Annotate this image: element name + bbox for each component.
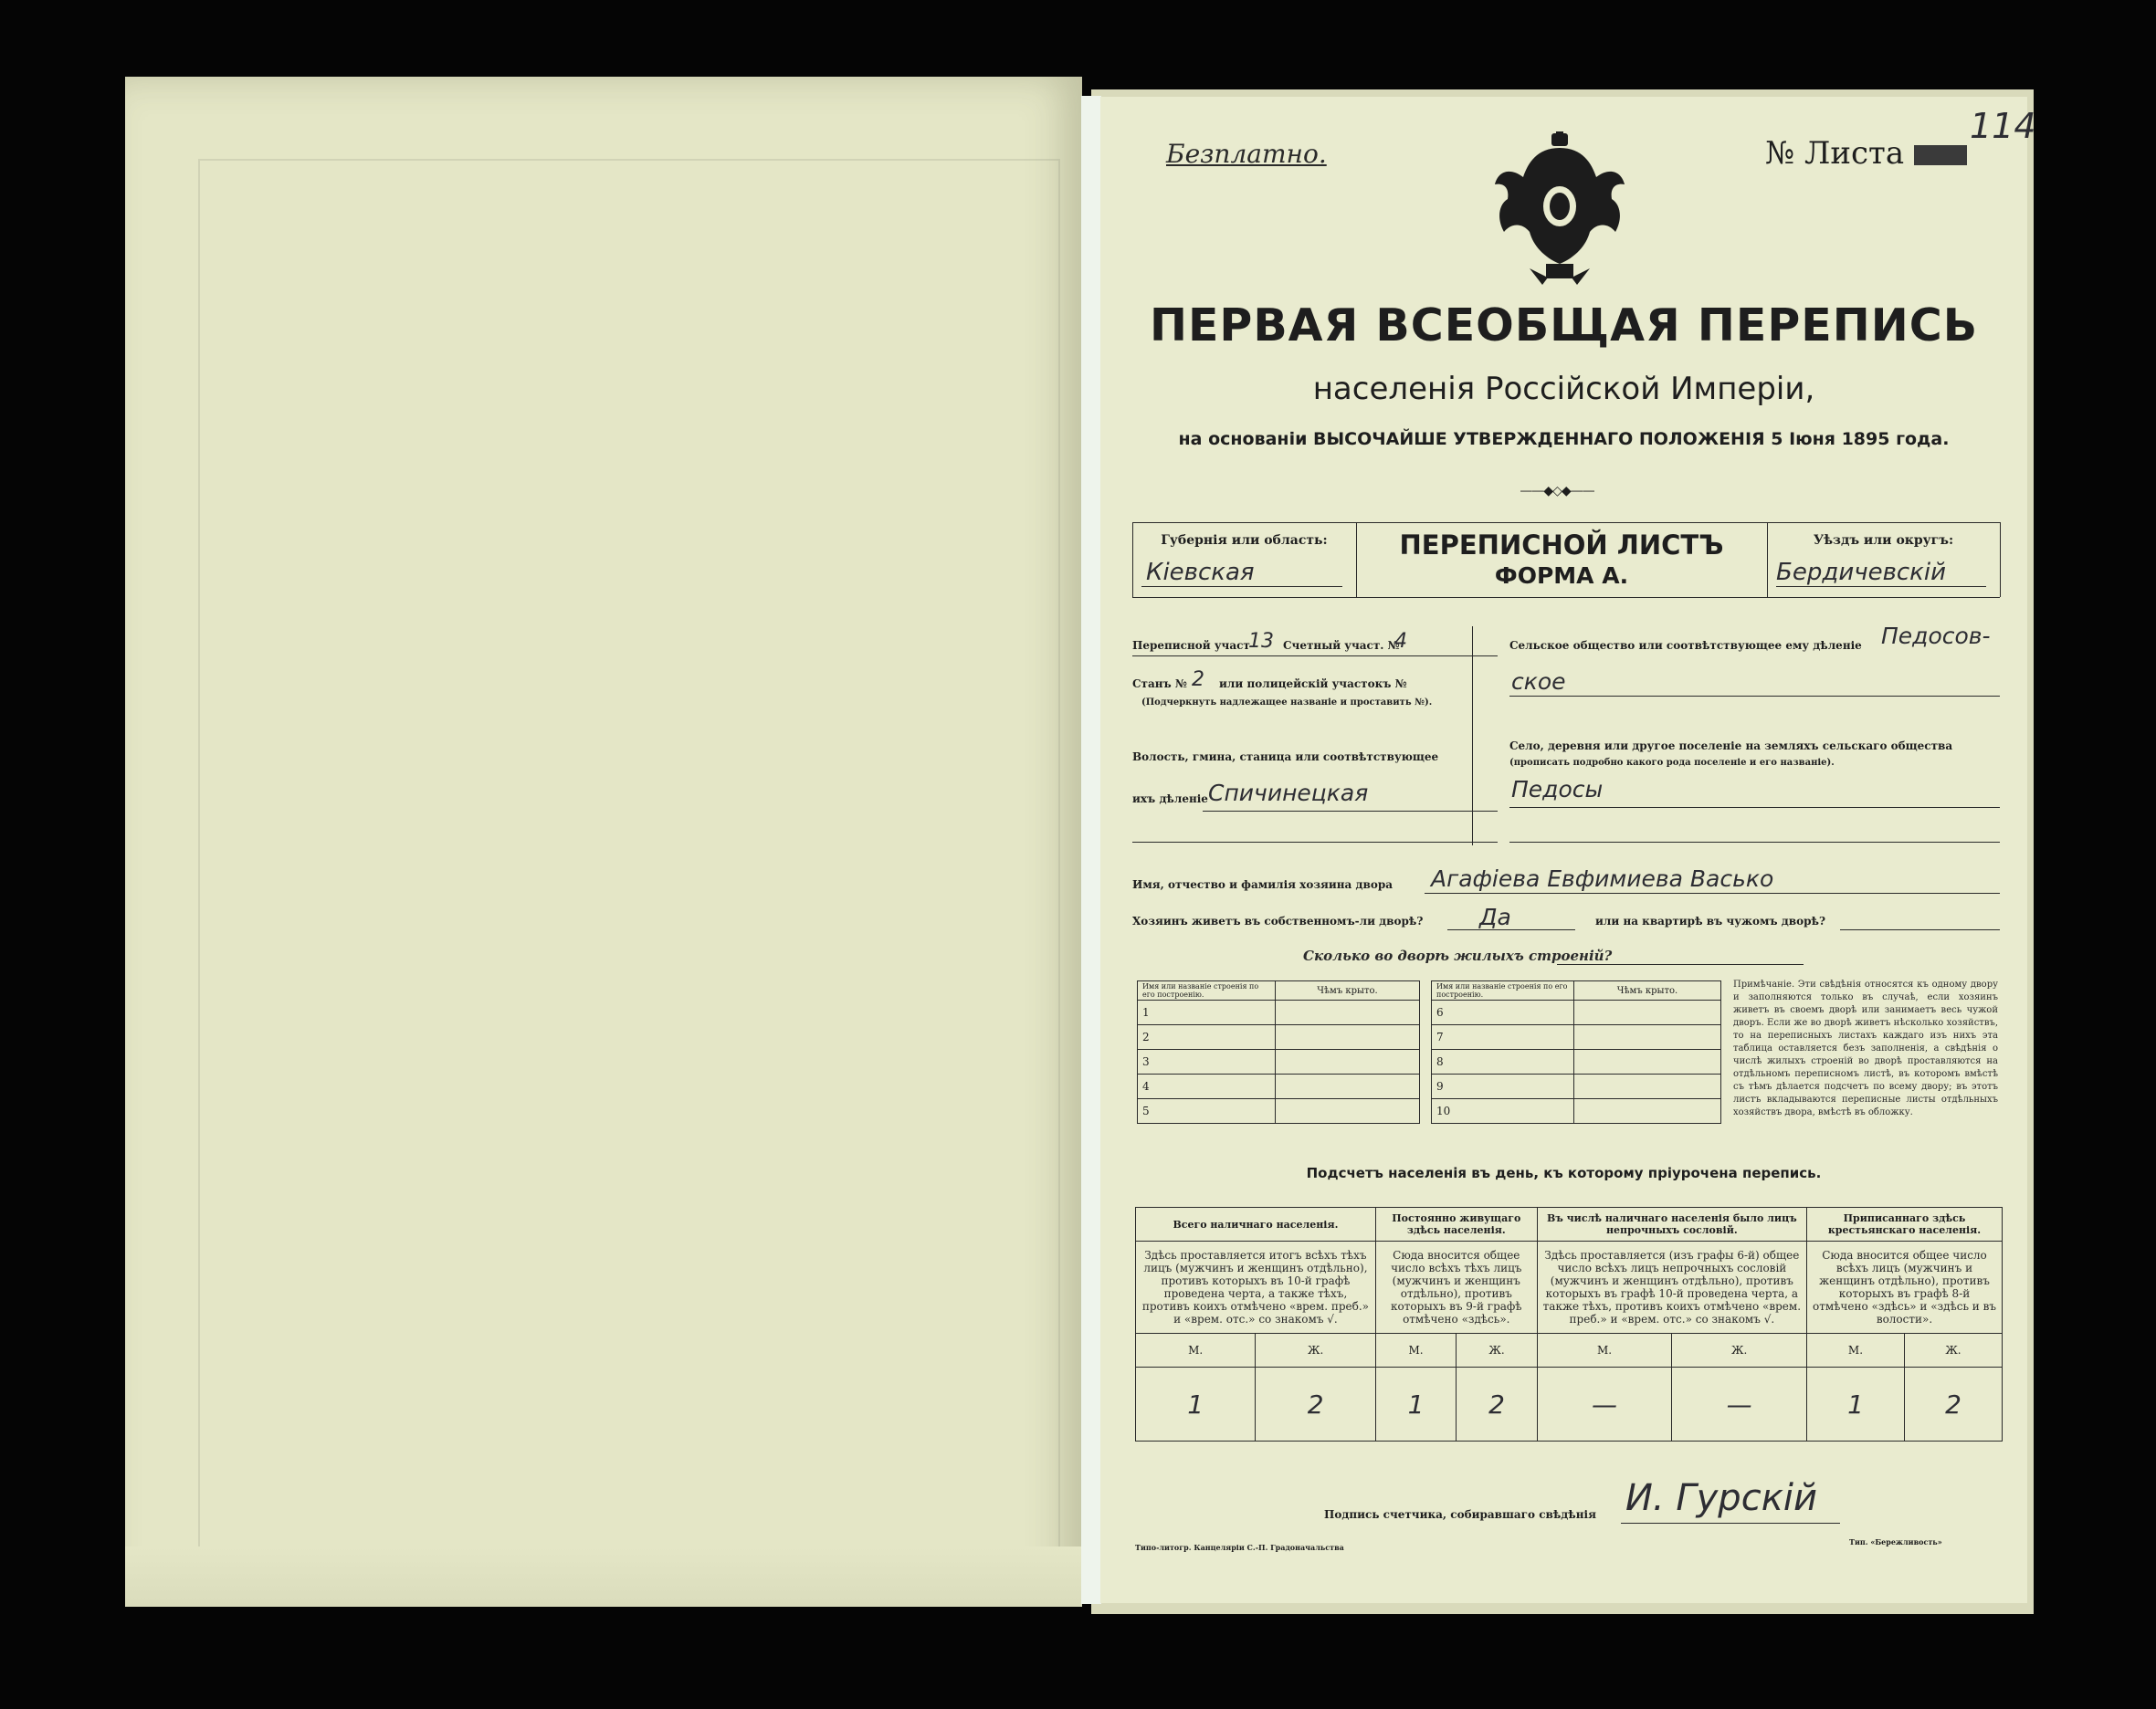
tally-sub-m: М. — [1136, 1334, 1256, 1368]
tally-value: 2 — [1904, 1368, 2002, 1442]
gubernia-label: Губернія или область: — [1161, 533, 1328, 548]
sheet-number-handwritten: 114 — [1970, 106, 2036, 146]
gubernia-value: Кіевская — [1146, 559, 1255, 586]
village-note: (прописать подробно какого рода поселеніе и его названіе). — [1509, 758, 1835, 768]
count-section-value: 4 — [1394, 630, 1407, 653]
page-fold — [125, 1546, 1082, 1607]
table-row: 5 — [1138, 1099, 1276, 1124]
owner-label: Имя, отчество и фамилія хозяина двора — [1132, 878, 1393, 891]
society-value-cont: ское — [1511, 668, 1566, 695]
tally-header-peasant: Приписаннаго здѣсь крестьянскаго населенія. — [1807, 1208, 2003, 1242]
own-yard-label: Хозяинъ живетъ въ собственномъ-ли дворѣ? — [1132, 915, 1424, 928]
sheet-number — [1765, 135, 1967, 172]
tally-sub-m: М. — [1807, 1334, 1905, 1368]
table-row: 2 — [1138, 1025, 1276, 1050]
village-label: Село, деревня или другое поселеніе на земляхъ сельскаго общества — [1509, 739, 1953, 752]
form-title: ПЕРЕПИСНОЙ ЛИСТЪ — [1399, 529, 1724, 561]
buildings-question: Сколько во дворѣ жилыхъ строеній? — [1303, 948, 1613, 964]
buildings-col-name: Имя или названіе строенія по его построенію. — [1138, 981, 1276, 1001]
tally-value: 1 — [1375, 1368, 1456, 1442]
tally-note-peasant: Сюда вносится общее число всѣхъ лицъ (мужчинъ и женщинъ отдѣльно), противъ которыхъ въ графѣ 8-й отмѣчено «здѣсь» и «здѣсь и въ волости». — [1807, 1242, 2003, 1334]
table-row: 7 — [1432, 1025, 1574, 1050]
buildings-col-roof: Чѣмъ крыто. — [1276, 981, 1420, 1001]
tally-title: Подсчетъ населенія въ день, къ которому пріурочена перепись. — [1306, 1165, 1822, 1181]
census-main-title: ПЕРВАЯ ВСЕОБЩАЯ ПЕРЕПИСЬ — [1149, 299, 1979, 351]
double-headed-eagle-emblem — [1491, 131, 1628, 287]
buildings-table-right — [1431, 980, 1721, 1124]
buildings-note: Примѣчаніе. Эти свѣдѣнія относятся къ одному двору и заполняются только въ случаѣ, если хозяинъ живетъ въ своемъ дворѣ или занимаетъ весь чужой дворъ. Если же во дворѣ живетъ нѣсколько хозяйствъ, то на переписныхъ листахъ каждаго изъ нихъ эта таблица оставляется безъ заполненія, а свѣдѣнія о числѣ жилыхъ строеній во дворѣ проставляются на отдѣльномъ переписномъ листѣ, въ которомъ вмѣстѣ съ тѣмъ дѣлается подсчетъ по всему двору; въ этотъ листъ вкладываются переписные листы отдѣльныхъ хозяйствъ двора, вмѣстѣ въ обложку. — [1733, 980, 1998, 1117]
tally-note-unstable: Здѣсь проставляется (изъ графы 6-й) общее число всѣхъ лицъ непрочныхъ сословій (мужчинъ и женщинъ отдѣльно), противъ которыхъ въ графѣ 10-й проведена черта, а также тѣхъ, противъ коихъ отмѣчено «врем. преб.» и «врем. отс.» со знакомъ √. — [1537, 1242, 1806, 1334]
police-label: или полицейскій участокъ № — [1219, 677, 1407, 690]
census-form-page — [1100, 97, 2036, 1603]
stan-label: Станъ № — [1132, 677, 1187, 690]
tally-sub-f: Ж. — [1672, 1334, 1807, 1368]
printer-imprint-left: Типо-литогр. Канцеляріи С.-П. Градоначальства — [1135, 1543, 1344, 1552]
form-letter: ФОРМА А. — [1494, 562, 1629, 589]
volost-value: Спичинецкая — [1208, 780, 1369, 806]
table-row: 6 — [1432, 1001, 1574, 1025]
stan-value: 2 — [1192, 668, 1204, 691]
tally-value: 2 — [1256, 1368, 1375, 1442]
buildings-col-roof: Чѣмъ крыто. — [1574, 981, 1721, 1001]
sheet-no-stamp-box — [1914, 145, 1967, 165]
left-page — [125, 77, 1082, 1607]
form-box-top-rule — [1132, 522, 2000, 523]
society-label: Сельское общество или соотвѣтствующее ему дѣленіе — [1509, 639, 1862, 652]
free-label: Безплатно. — [1166, 139, 1327, 169]
village-value: Педосы — [1511, 776, 1604, 802]
volost-label: Волость, гмина, станица или соотвѣтствующее — [1132, 750, 1439, 763]
tally-value: 2 — [1457, 1368, 1537, 1442]
census-subtitle: населенія Россійской Имперіи, — [1312, 371, 1815, 407]
tally-value: 1 — [1807, 1368, 1905, 1442]
tally-value: 1 — [1136, 1368, 1256, 1442]
owner-value: Агафіева Евфимиева Васько — [1431, 865, 1774, 892]
sheet-no-label: № Листа — [1765, 135, 1905, 172]
society-value: Педосов- — [1881, 623, 1991, 649]
tally-table — [1135, 1207, 2003, 1442]
tally-sub-f: Ж. — [1457, 1334, 1537, 1368]
printer-imprint-right: Тип. «Бережливость» — [1849, 1537, 1942, 1546]
uezd-value: Бердичевскій — [1776, 559, 1947, 586]
census-basis-line: на основаніи ВЫСОЧАЙШЕ УТВЕРЖДЕННАГО ПОЛОЖЕНІЯ 5 Іюня 1895 года. — [1178, 429, 1950, 449]
signature-label: Подпись счетчика, собиравшаго свѣдѣнія — [1324, 1508, 1596, 1521]
tally-header-unstable: Въ числѣ наличнаго населенія было лицъ непрочныхъ сословій. — [1537, 1208, 1806, 1242]
buildings-col-name: Имя или названіе строенія по его построенію. — [1432, 981, 1574, 1001]
tally-header-present: Всего наличнаго населенія. — [1136, 1208, 1376, 1242]
tally-sub-f: Ж. — [1904, 1334, 2002, 1368]
table-row: 8 — [1432, 1050, 1574, 1075]
tally-value: — — [1672, 1368, 1807, 1442]
ornament-divider: ——◆◇◆—— — [1520, 484, 1594, 498]
other-yard-label: или на квартирѣ въ чужомъ дворѣ? — [1595, 915, 1825, 928]
underline-note: (Подчеркнуть надлежащее названіе и проставить №). — [1141, 697, 1433, 708]
table-row: 3 — [1138, 1050, 1276, 1075]
tally-value: — — [1537, 1368, 1672, 1442]
volost-label-2: ихъ дѣленіе — [1132, 792, 1208, 805]
table-row: 10 — [1432, 1099, 1574, 1124]
binding-gutter — [1081, 96, 1101, 1604]
buildings-table-left — [1137, 980, 1420, 1124]
table-row: 4 — [1138, 1075, 1276, 1099]
census-section-label: Переписной участ — [1132, 639, 1250, 652]
tally-sub-m: М. — [1375, 1334, 1456, 1368]
table-row: 1 — [1138, 1001, 1276, 1025]
tally-sub-m: М. — [1537, 1334, 1672, 1368]
uezd-label: Уѣздъ или округъ: — [1813, 533, 1954, 548]
count-section-label: Счетный участ. № — [1283, 639, 1400, 652]
tally-note-present: Здѣсь проставляется итогъ всѣхъ тѣхъ лицъ (мужчинъ и женщинъ отдѣльно), противъ которыхъ въ 10-й графѣ проведена черта, а также тѣхъ, противъ коихъ отмѣчено «врем. преб.» и «врем. отс.» со знакомъ √. — [1136, 1242, 1376, 1334]
census-section-value: 13 — [1248, 630, 1274, 653]
table-row: 9 — [1432, 1075, 1574, 1099]
bleed-through-frame — [198, 159, 1060, 1587]
own-yard-value: Да — [1479, 904, 1511, 930]
tally-sub-f: Ж. — [1256, 1334, 1375, 1368]
tally-header-permanent: Постоянно живущаго здѣсь населенія. — [1375, 1208, 1537, 1242]
tally-note-permanent: Сюда вносится общее число всѣхъ тѣхъ лицъ (мужчинъ и женщинъ отдѣльно), противъ которыхъ въ 9-й графѣ отмѣчено «здѣсь». — [1375, 1242, 1537, 1334]
enumerator-signature: И. Гурскій — [1625, 1477, 1817, 1519]
